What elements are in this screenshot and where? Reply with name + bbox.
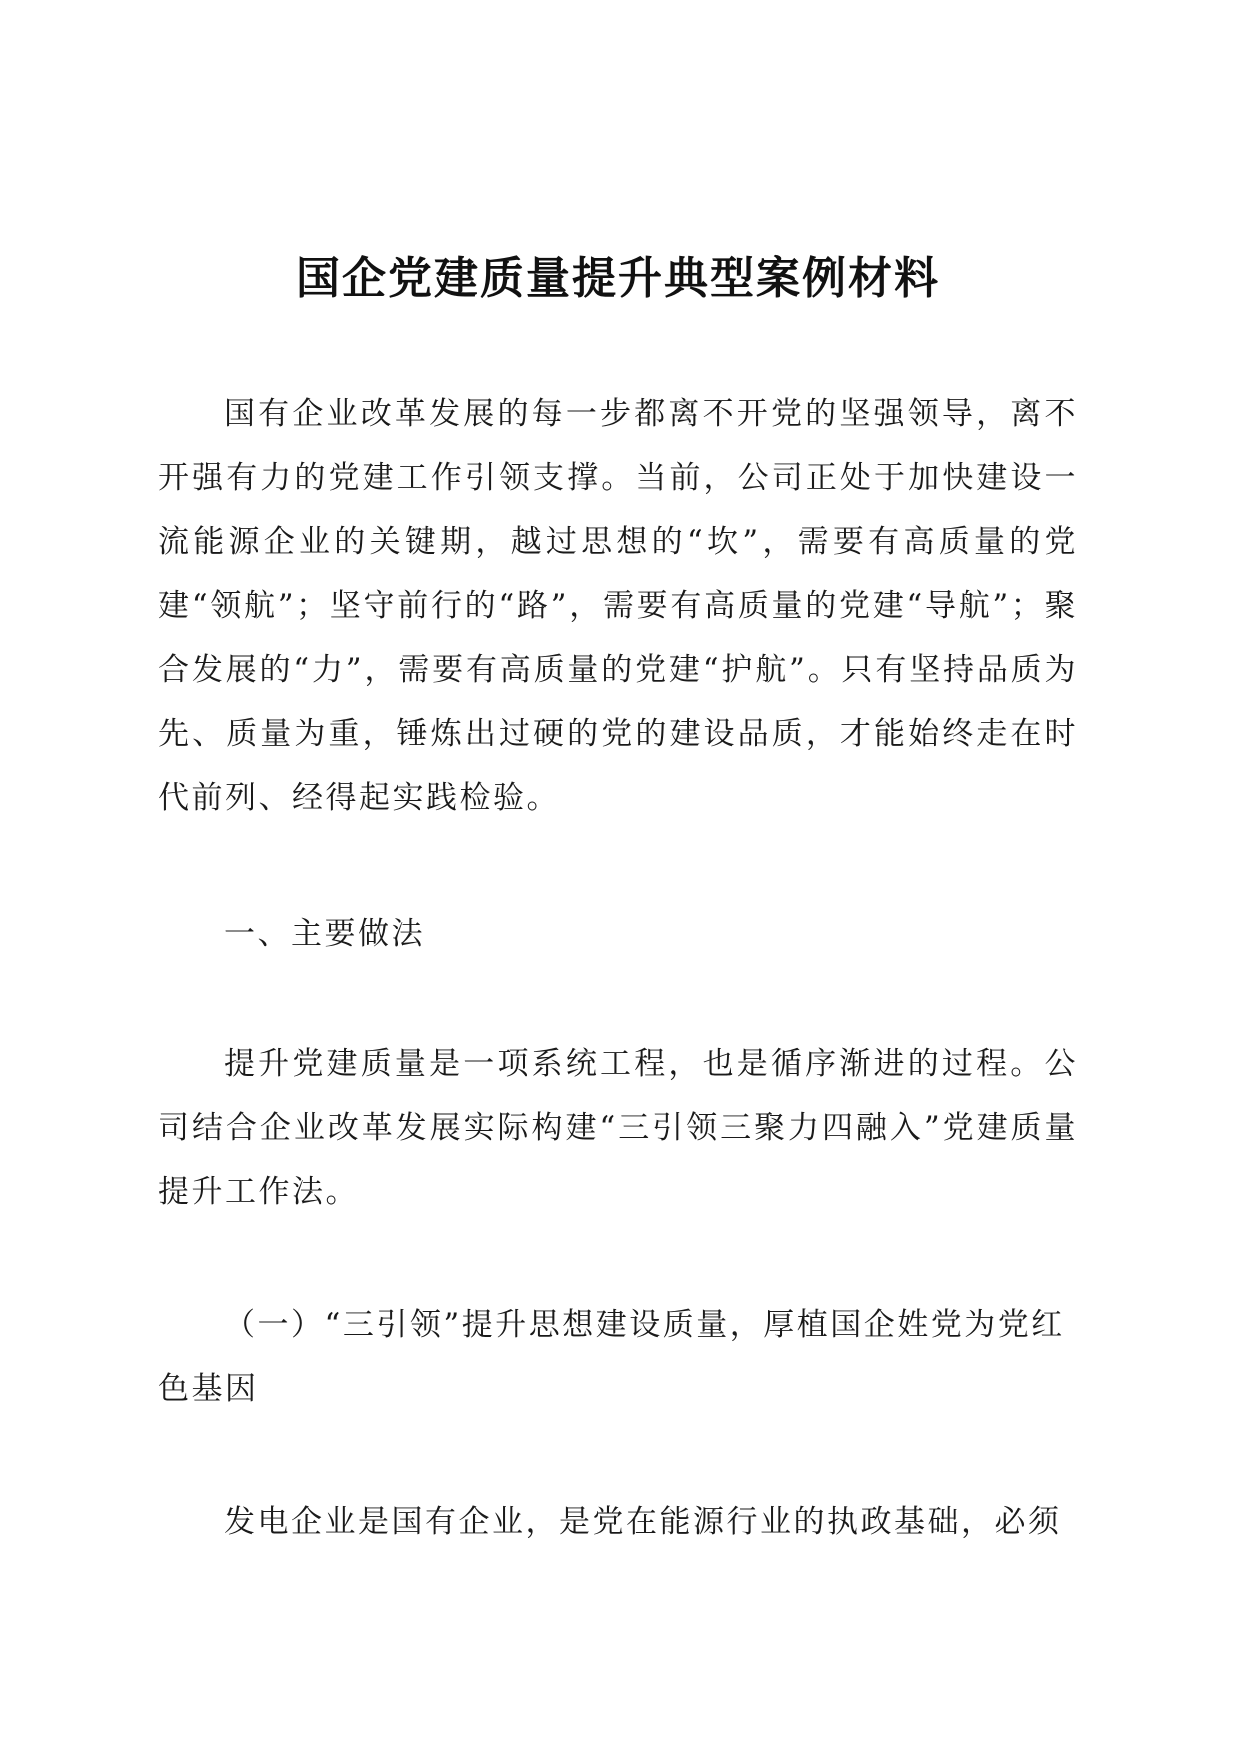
document-title: 国企党建质量提升典型案例材料 bbox=[296, 253, 940, 305]
intro-paragraph: 国有企业改革发展的每一步都离不开党的坚强领导，离不开强有力的党建工作引领支撑。当前，公司正处于加快建设一流能源企业的关键期，越过思想的“坎”，需要有高质量的党建“领航”；坚守前行的“路”，需要有高质量的党建“导航”；聚合发展的“力”，需要有高质量的党建“护航”。只有坚持品质为先、质量为重，锤炼出过硬的党的建设品质，才能始终走在时代前列、经得起实践检验。 bbox=[158, 396, 1078, 816]
subsection-paragraph: 发电企业是国有企业，是党在能源行业的执政基础，必须 bbox=[224, 1504, 1062, 1540]
subsection-heading: （一）“三引领”提升思想建设质量，厚植国企姓党为党红色基因 bbox=[158, 1307, 1065, 1407]
section-heading-main-practices: 一、主要做法 bbox=[224, 916, 425, 952]
section-paragraph: 提升党建质量是一项系统工程，也是循序渐进的过程。公司结合企业改革发展实际构建“三引领三聚力四融入”党建质量提升工作法。 bbox=[158, 1046, 1078, 1210]
